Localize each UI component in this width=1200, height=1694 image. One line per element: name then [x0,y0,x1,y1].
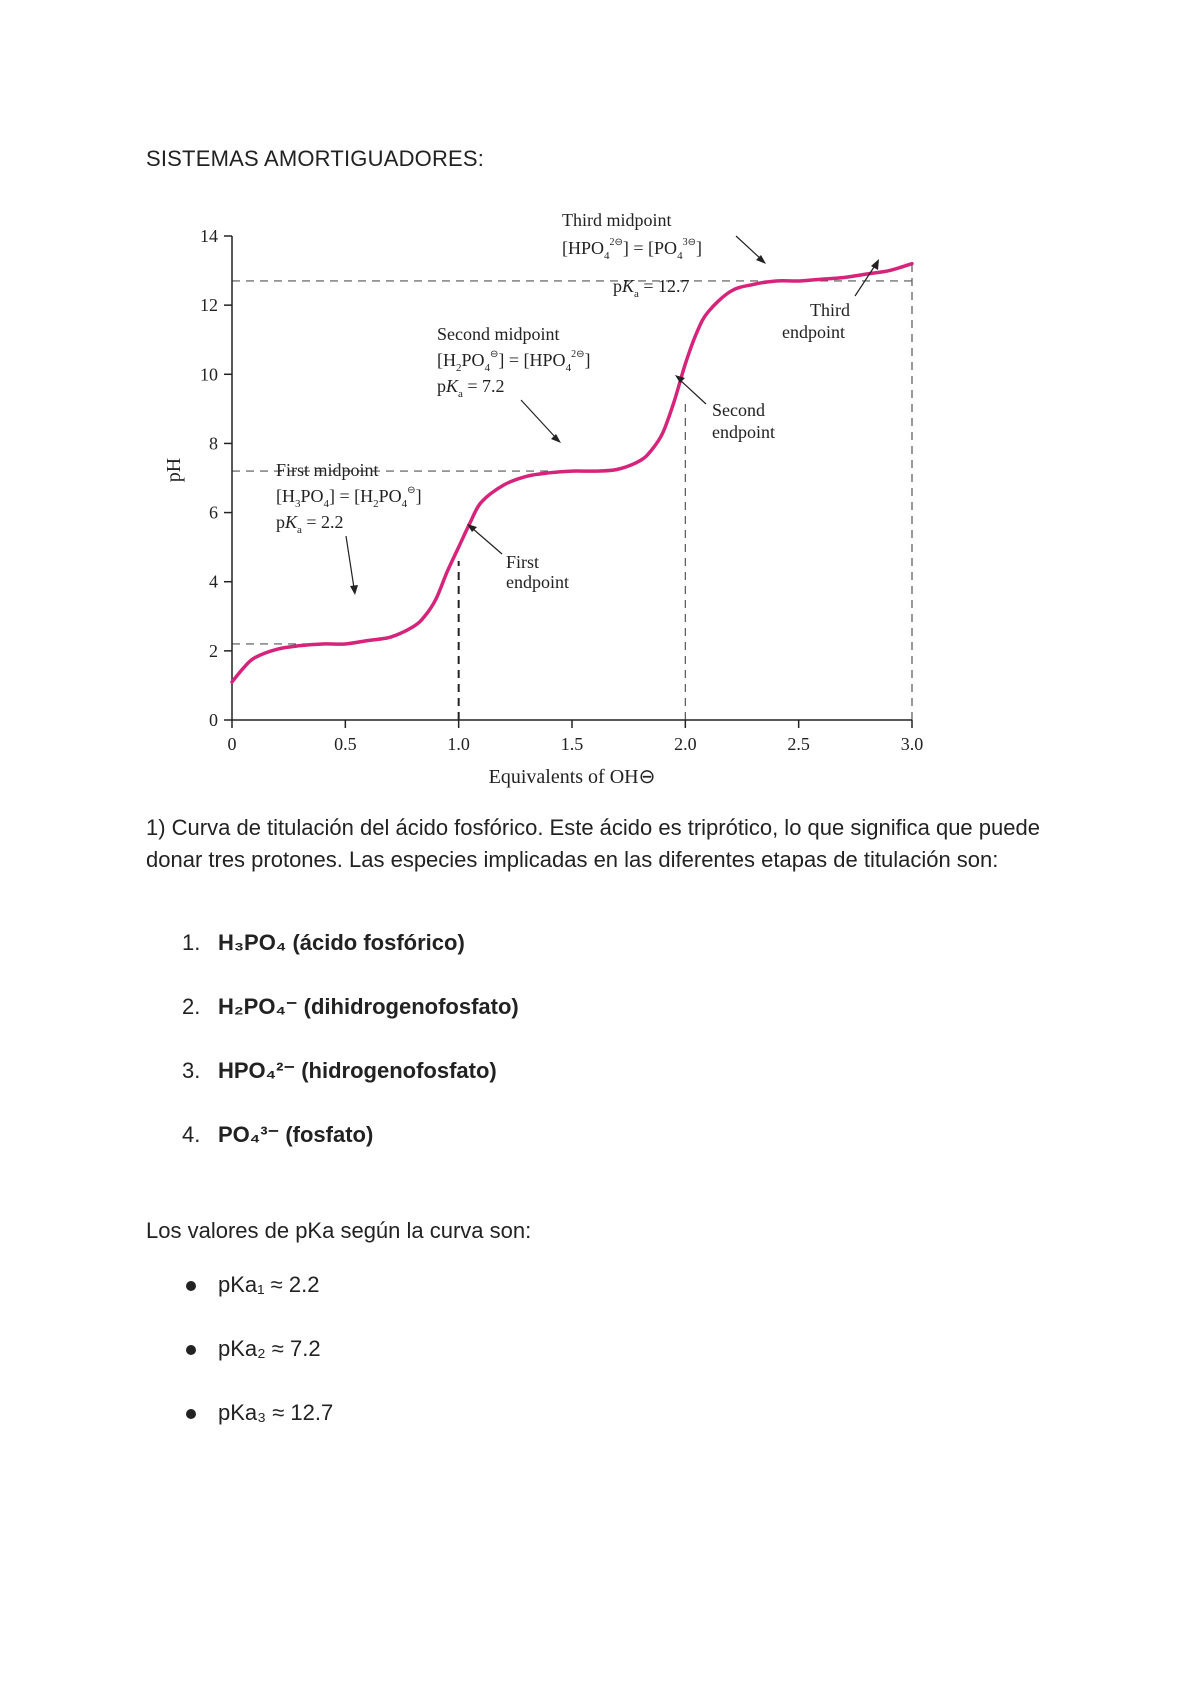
first-midpoint-title: First midpoint [276,460,379,480]
first-midpoint-pka: $pK_a = 2.2$ [276,512,344,536]
y-tick-label: 8 [209,433,218,454]
first-endpoint-arrow [472,528,502,554]
pka-value: pKa₂ ≈ 7.2 [218,1336,321,1361]
list-item-number: 3. [182,1058,201,1083]
second-endpoint-line1: Second [712,400,765,420]
x-tick-label: 2.0 [674,734,697,754]
second-midpoint-title: Second midpoint [437,324,560,344]
titration-chart [150,208,950,808]
page-title: SISTEMAS AMORTIGUADORES: [146,146,485,171]
list-item-number: 2. [182,994,201,1019]
third-endpoint-line2: endpoint [782,322,845,342]
pka-value: pKa₁ ≈ 2.2 [218,1272,320,1297]
third-endpoint-annotation [782,259,879,342]
y-tick-label: 14 [200,226,218,246]
x-tick-label: 1.5 [560,734,584,754]
pka-heading: Los valores de pKa según la curva son: [146,1218,532,1243]
third-midpoint-annotation [562,210,766,300]
bullet-icon [186,1281,196,1291]
third-endpoint-line1: Third [810,300,850,320]
second-midpoint-equation: $[H_2PO_4^⊖] = [HPO_4^{2⊖}]$ [437,349,591,374]
y-tick-label: 0 [209,710,218,730]
x-tick-label: 3.0 [900,734,924,754]
second-endpoint-line2: endpoint [712,422,775,442]
x-tick-label: 1.0 [447,734,470,754]
y-axis-label: pH [163,457,185,483]
bullet-icon [186,1409,196,1419]
first-endpoint-line1: First [506,552,540,572]
list-item-label: HPO₄²⁻ (hidrogenofosfato) [218,1058,497,1083]
third-midpoint-arrow [736,236,762,260]
y-ticks [200,226,232,730]
second-midpoint-annotation [437,324,590,443]
third-midpoint-equation: $[HPO_4^{2⊖}] = [PO_4^{3⊖}]$ [562,237,702,262]
list-item-label: H₃PO₄ (ácido fosfórico) [218,930,465,955]
list-item-number: 1. [182,930,201,955]
first-midpoint-arrowhead [350,585,358,595]
second-midpoint-arrow [521,400,556,438]
first-midpoint-arrow [346,536,354,588]
intro-paragraph: 1) Curva de titulación del ácido fosfórico. Este ácido es triprótico, lo que significa que puede donar tres protones. Las especies implicadas en las diferentes etapas de titulación son: [146,815,1040,872]
x-ticks [228,720,924,754]
y-tick-label: 6 [209,502,218,523]
second-endpoint-arrow [680,380,706,404]
list-item-number: 4. [182,1122,201,1147]
third-midpoint-pka: $pK_a = 12.7$ [613,276,690,300]
first-midpoint-annotation [276,460,422,595]
x-tick-label: 2.5 [787,734,810,754]
y-tick-label: 4 [209,571,218,592]
x-tick-label: 0 [227,734,237,754]
first-midpoint-equation: $[H_3PO_4] = [H_2PO_4^⊖]$ [276,485,422,510]
second-midpoint-pka: $pK_a = 7.2$ [437,376,505,400]
list-item-label: PO₄³⁻ (fosfato) [218,1122,374,1147]
y-tick-label: 10 [200,364,218,385]
x-axis-label: Equivalents of OH⊖ [488,766,656,788]
x-tick-label: 0.5 [334,734,357,754]
third-midpoint-title: Third midpoint [562,210,672,230]
third-endpoint-arrow [855,264,876,296]
third-endpoint-arrowhead [871,259,879,270]
second-endpoint-annotation [675,375,775,442]
first-endpoint-annotation [467,524,569,592]
second-midpoint-arrowhead [551,434,561,443]
y-tick-label: 12 [200,295,218,316]
list-item-label: H₂PO₄⁻ (dihidrogenofosfato) [218,994,519,1019]
first-endpoint-line2: endpoint [506,572,569,592]
bullet-icon [186,1345,196,1355]
y-tick-label: 2 [209,640,218,661]
pka-value: pKa₃ ≈ 12.7 [218,1400,334,1425]
